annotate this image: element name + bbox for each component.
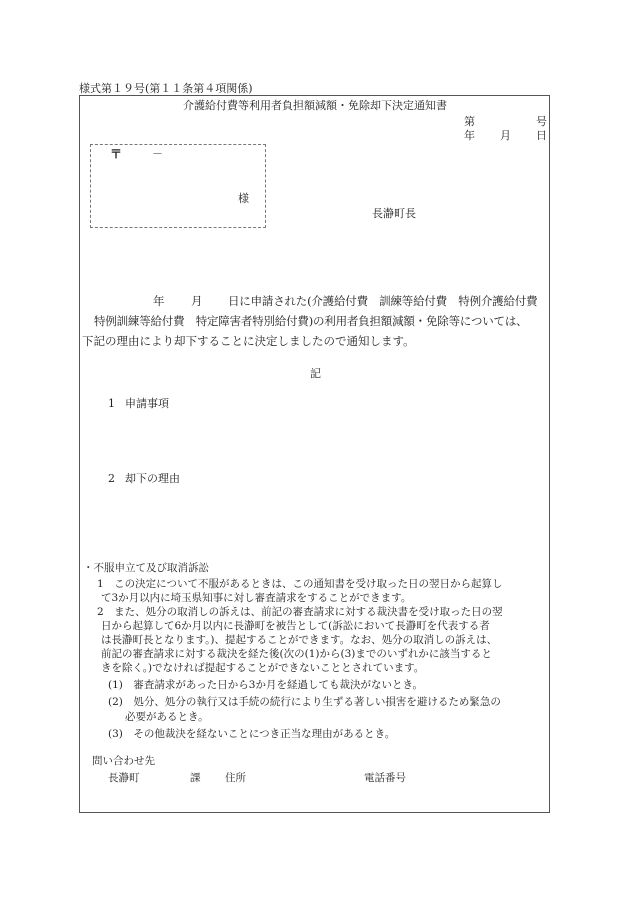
contact-address-label: 住所 [225, 772, 246, 784]
appeal-subitem: 必要があるとき。 [125, 711, 209, 723]
date-year: 年 [464, 129, 475, 142]
appeal-line: て3か月以内に埼玉県知事に対し審査請求をすることができます。 [101, 592, 412, 604]
date-day: 日 [536, 129, 547, 142]
date-month: 月 [500, 129, 511, 142]
appeal-line: 前記の審査請求に対する裁決を経た後(次の(1)から(3)までのいずれかに該当すると [101, 648, 492, 660]
item-1-label: 申請事項 [125, 397, 169, 410]
body-month: 月 [191, 294, 203, 308]
appeal-subitem: (3) その他裁決を経ないことにつき正当な理由があるとき。 [108, 728, 396, 740]
form-number: 様式第１９号(第１１条第４項関係) [79, 82, 253, 95]
document-title: 介護給付費等利用者負担額減額・免除却下決定通知書 [183, 99, 447, 112]
appeal-line: 日から起算して6か月以内に長瀞町を被告として(訴訟において長瀞町を代表する者 [101, 620, 490, 632]
appeal-subitem: (1) 審査請求があった日から3か月を経過しても裁決がないとき。 [108, 679, 424, 691]
contact-heading: 問い合わせ先 [92, 755, 155, 767]
appeal-heading: ・不服申立て及び取消訴訟 [83, 562, 209, 574]
recipient-honorific: 様 [238, 192, 249, 205]
contact-section: 課 [190, 772, 201, 784]
body-line-3: 下記の理由により却下することに決定しましたので通知します。 [82, 334, 415, 348]
body-year: 年 [153, 294, 165, 308]
body-line-2: 特例訓練等給付費 特定障害者特別給付費)の利用者負担額減額・免除等については、 [94, 314, 528, 328]
item-2-label: 却下の理由 [125, 472, 180, 485]
appeal-subitem: (2) 処分、処分の執行又は手続の続行により生ずる著しい損害を避けるため緊急の [108, 696, 501, 708]
contact-town: 長瀞町 [108, 772, 140, 784]
ki-mark: 記 [310, 367, 321, 380]
appeal-line: 1 この決定について不服があるときは、この通知書を受け取った日の翌日から起算し [97, 578, 503, 590]
item-1-number: 1 [108, 397, 115, 410]
contact-phone-label: 電話番号 [364, 772, 406, 784]
postal-mark: 〒 [110, 147, 123, 161]
appeal-line: は長瀞町長となります。)、提起することができます。なお、処分の取消しの訴えは、 [101, 634, 498, 646]
issuer: 長瀞町長 [372, 207, 416, 220]
ref-number-prefix: 第 [464, 115, 475, 128]
appeal-line: きを除く。)でなければ提起することができないこととされています。 [101, 662, 425, 674]
postal-dash: － [152, 147, 163, 160]
body-line-1: 日に申請された(介護給付費 訓練等給付費 特例介護給付費 [228, 294, 538, 308]
ref-number-suffix: 号 [536, 115, 547, 128]
item-2-number: 2 [108, 472, 115, 485]
appeal-line: 2 また、処分の取消しの訴えは、前記の審査請求に対する裁決書を受け取った日の翌 [97, 606, 503, 618]
